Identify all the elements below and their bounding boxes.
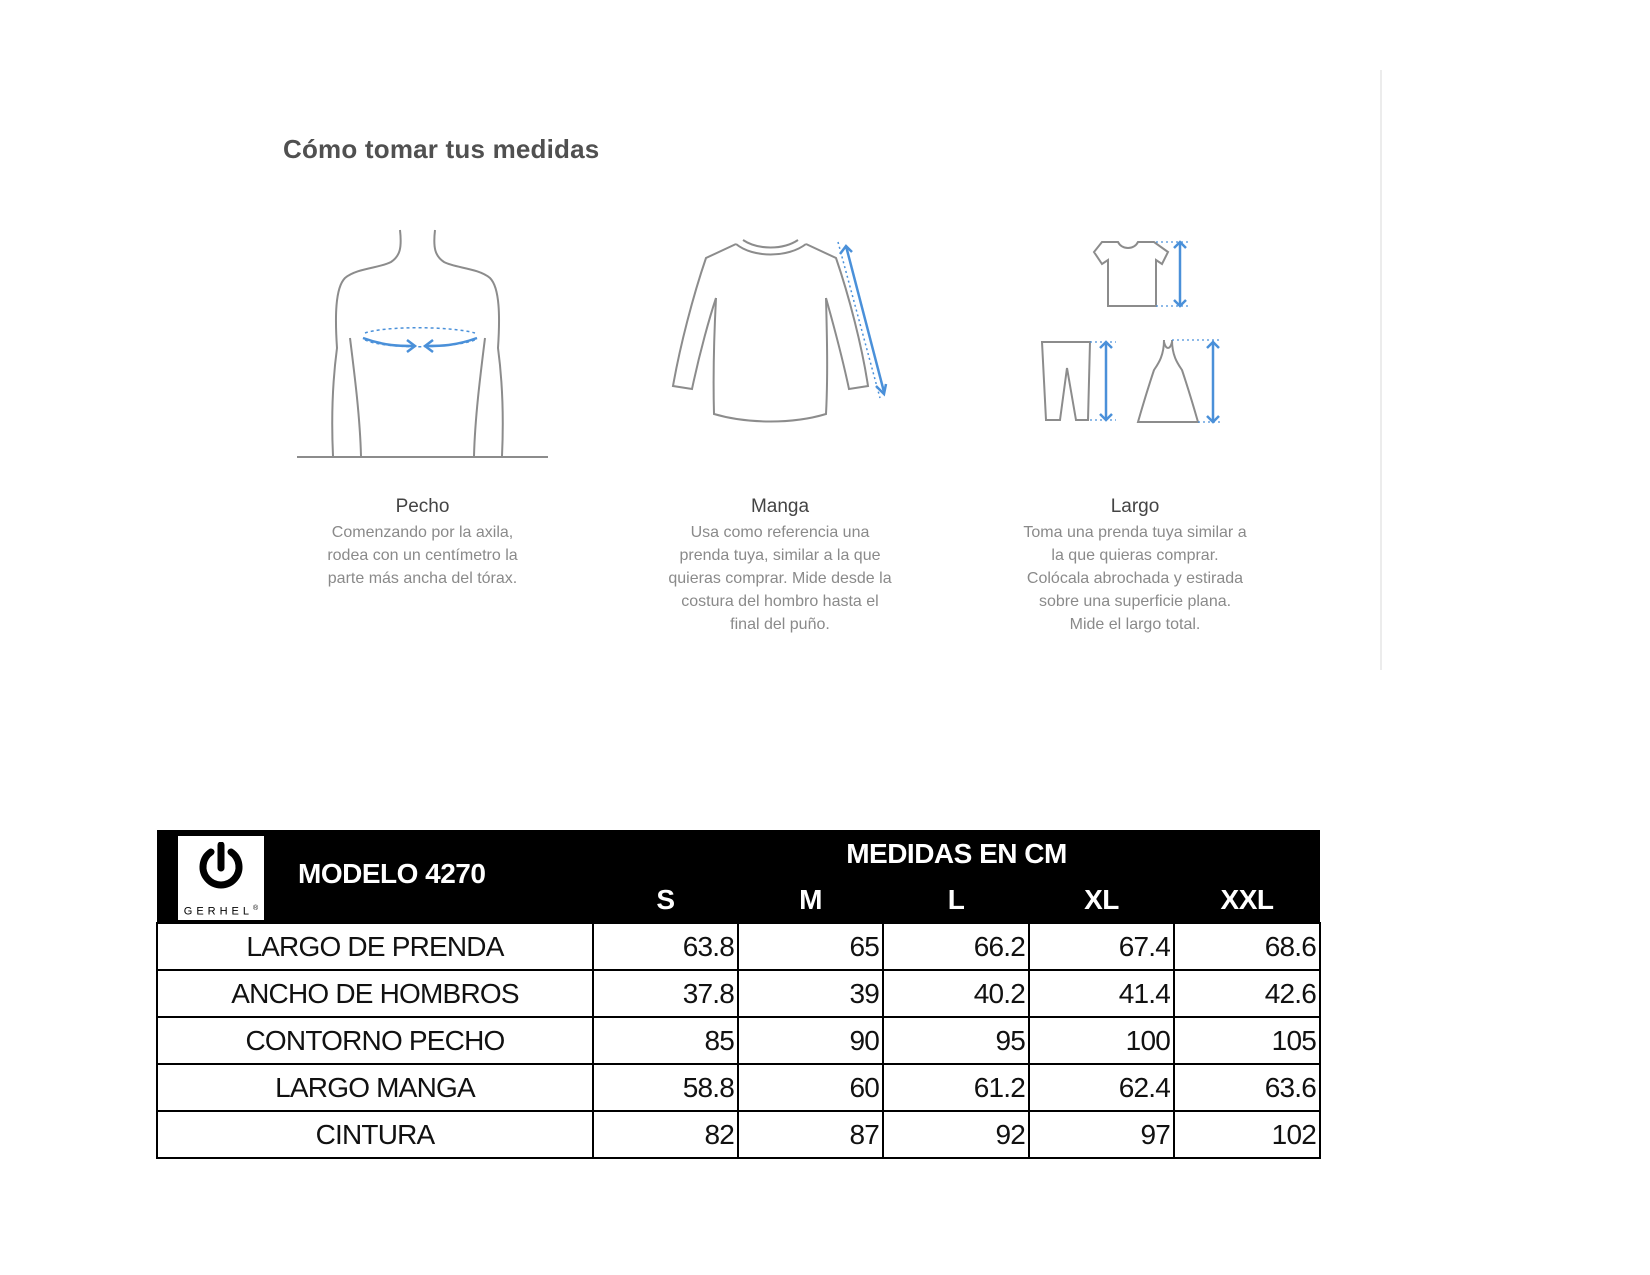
row-label: LARGO DE PRENDA	[157, 923, 593, 970]
caption-line: quieras comprar. Mide desde la	[668, 570, 892, 587]
table-cell: 97	[1029, 1111, 1174, 1158]
table-cell: 65	[738, 923, 883, 970]
row-label: CINTURA	[157, 1111, 593, 1158]
table-cell: 67.4	[1029, 923, 1174, 970]
table-row	[157, 1111, 1320, 1158]
length-measure-icon	[1038, 238, 1238, 428]
caption-line: prenda tuya, similar a la que	[679, 547, 881, 564]
caption-manga	[640, 495, 920, 636]
table-cell: 60	[738, 1064, 883, 1111]
units-header: MEDIDAS EN CM	[593, 830, 1320, 878]
row-label: LARGO MANGA	[157, 1064, 593, 1111]
table-cell: 42.6	[1174, 970, 1320, 1017]
logo-wordmark: GERHEL®	[183, 905, 259, 918]
table-cell: 62.4	[1029, 1064, 1174, 1111]
table-cell: 66.2	[883, 923, 1029, 970]
caption-line: costura del hombro hasta el	[681, 593, 879, 610]
brand-logo	[177, 835, 265, 921]
caption-line: sobre una superficie plana.	[1038, 593, 1232, 610]
table-cell: 87	[738, 1111, 883, 1158]
size-table	[156, 830, 1321, 1159]
caption-line: Comenzando por la axila,	[331, 524, 514, 541]
model-label: MODELO 4270	[298, 858, 486, 889]
sleeve-measure-icon	[668, 236, 898, 436]
caption-largo	[995, 495, 1275, 636]
table-cell: 102	[1174, 1111, 1320, 1158]
power-icon	[198, 842, 244, 892]
caption-title: Manga	[750, 496, 810, 517]
table-row	[157, 1017, 1320, 1064]
table-cell: 63.8	[593, 923, 738, 970]
table-row	[157, 970, 1320, 1017]
brand-model-header	[157, 830, 593, 923]
table-cell: 39	[738, 970, 883, 1017]
table-cell: 100	[1029, 1017, 1174, 1064]
table-cell: 61.2	[883, 1064, 1029, 1111]
table-cell: 63.6	[1174, 1064, 1320, 1111]
table-cell: 58.8	[593, 1064, 738, 1111]
table-cell: 105	[1174, 1017, 1320, 1064]
size-header: M	[738, 878, 883, 923]
table-cell: 40.2	[883, 970, 1029, 1017]
row-label: ANCHO DE HOMBROS	[157, 970, 593, 1017]
caption-line: Colócala abrochada y estirada	[1026, 570, 1244, 587]
caption-pecho	[290, 495, 555, 590]
table-cell: 85	[593, 1017, 738, 1064]
caption-line: Toma una prenda tuya similar a	[1023, 524, 1247, 541]
caption-line: final del puño.	[730, 616, 830, 633]
table-row	[157, 1064, 1320, 1111]
row-label: CONTORNO PECHO	[157, 1017, 593, 1064]
table-row	[157, 923, 1320, 970]
caption-line: parte más ancha del tórax.	[327, 570, 518, 587]
table-cell: 37.8	[593, 970, 738, 1017]
chest-measure-icon	[295, 228, 555, 463]
table-cell: 41.4	[1029, 970, 1174, 1017]
caption-line: Mide el largo total.	[1069, 616, 1201, 633]
size-header: XL	[1029, 878, 1174, 923]
caption-title: Largo	[1110, 496, 1160, 517]
table-cell: 90	[738, 1017, 883, 1064]
table-cell: 95	[883, 1017, 1029, 1064]
guide-title: Cómo tomar tus medidas	[283, 134, 600, 164]
caption-line: Usa como referencia una	[690, 524, 870, 541]
vertical-divider	[1380, 70, 1382, 670]
caption-title: Pecho	[395, 496, 450, 517]
caption-line: la que quieras comprar.	[1051, 547, 1219, 564]
size-header: L	[883, 878, 1029, 923]
table-cell: 92	[883, 1111, 1029, 1158]
size-header: S	[593, 878, 738, 923]
caption-line: rodea con un centímetro la	[327, 547, 518, 564]
table-cell: 68.6	[1174, 923, 1320, 970]
size-header: XXL	[1174, 878, 1320, 923]
table-cell: 82	[593, 1111, 738, 1158]
